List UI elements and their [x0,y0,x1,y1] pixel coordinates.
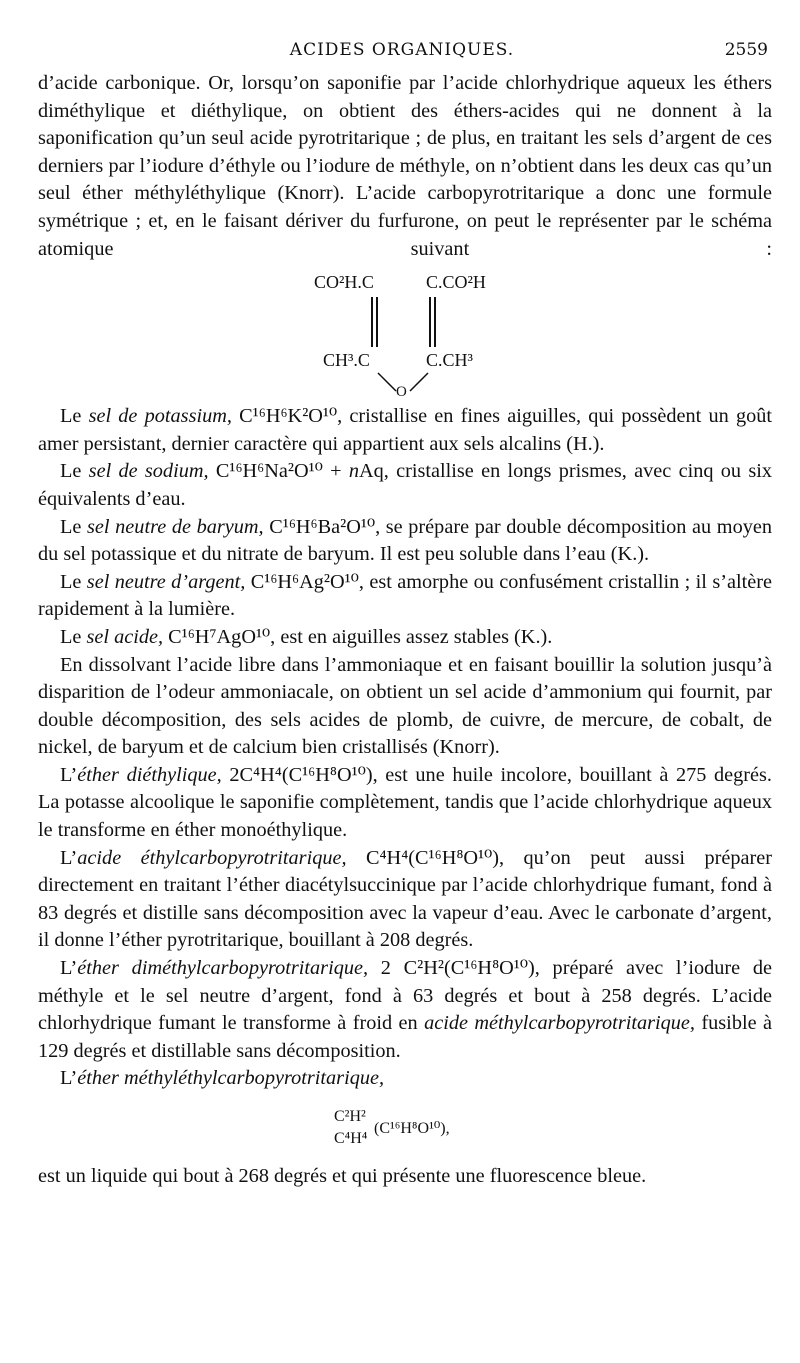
paragraph-sodium [38,458,772,513]
paragraph-ammonium: En dissolvant l’acide libre dans l’ammoniaque et en faisant bouillir la solution jusqu’à disparition de l’odeur ammoniacale, on obtient un sel acide d’ammonium qui fournit, par double décomposition, des sels acides de plomb, de cuivre, de mercure, de cobalt, de nickel, de baryum et de calcium bien cristallisés (Knorr). [38,653,772,759]
paragraph-text-2: fusible à 129 degrés et distillable sans décomposition. [38,1012,772,1062]
lead-text: Le [60,405,89,428]
chemical-formula: C¹⁶H⁶Ag²O¹⁰, [245,570,364,593]
formula-top-left: CO²H.C [314,272,374,293]
lead-text: Le [60,625,87,648]
running-header [36,40,768,66]
paragraph-final: est un liquide qui bout à 268 degrés et qui présente une fluorescence bleue. [38,1165,647,1187]
formula-bottom: C⁴H⁴ [334,1130,368,1147]
salt-name: sel de potassium, [88,405,232,428]
paragraph-argent [38,569,772,624]
lead-text: L’ [60,1067,78,1090]
chemical-formula: C⁴H⁴(C¹⁶H⁸O¹⁰), [346,846,505,869]
formula-top-right: C.CO²H [426,272,486,293]
chemical-formula: C¹⁶H⁶Na²O¹⁰ + [208,460,349,483]
lead-text: Le [60,570,87,593]
paragraph-text: se prépare par double décomposition au moyen du sel potassique et du nitrate de baryum. Il est peu soluble dans l’eau (K.). [38,515,772,566]
paragraph-acide-ethylcarbo [38,845,772,955]
paragraph-text: est une huile incolore, bouillant à 275 degrés. La potasse alcoolique le saponifie complètement, tandis que l’acide chlorhydrique aqueux le transforme en éther monoéthylique. [38,763,772,842]
lead-text: L’ [60,846,78,869]
lead-text: L’ [60,763,78,786]
salt-name: sel neutre d’argent, [86,570,246,593]
compound-name: éther diéthylique, [77,763,222,786]
paragraph-text: cristallise en fines aiguilles, qui possèdent un goût amer persistant, dernier caractère qui appartient aux sels alcalins (H.). [38,405,773,455]
salt-name: sel acide, [86,625,164,648]
formula-bottom-left: CH³.C [323,350,370,371]
running-title: ACIDES ORGANIQUES. [289,40,515,60]
compound-name: éther méthyléthylcarbopyrotritarique, [77,1067,385,1090]
structural-formula [38,263,772,403]
formula-oxygen: O [396,384,407,401]
paragraph-text: est amorphe ou confusément cristallin ; il s’altère rapidement à la lumière. [38,570,773,621]
lead-text: L’ [60,957,78,980]
formula-bottom-right: C.CH³ [426,350,473,371]
paragraph-ether-methylethyl [38,1065,772,1093]
compound-name: éther diméthylcarbopyrotritarique, [77,957,369,980]
formula-top: C²H² [334,1108,366,1125]
paragraph-sel-acide [38,624,772,652]
paragraph-text: Aq, cristallise en longs prismes, avec cinq ou six équivalents d’eau. [38,460,772,510]
salt-name: sel de sodium, [88,460,209,483]
paragraph-text: qu’on peut aussi préparer directement en traitant l’éther diacétylsuccinique par l’acide chlorhydrique fumant, fond à 83 degrés et distille sans décomposition avec la vapeur d’eau. Avec le carbonate d’argent, il donne l’éther pyrotritarique, bouillant à 208 degrés. [38,846,772,952]
compound-name: acide éthylcarbopyrotritarique, [77,846,347,869]
salt-name: sel neutre de baryum, [87,515,264,538]
aq-coefficient: n [348,460,359,483]
page-number: 2559 [724,40,768,60]
lead-text: Le [60,515,88,538]
paragraph-ether-diethylique [38,762,772,845]
text-body [38,70,772,1191]
paragraph-intro: d’acide carbonique. Or, lorsqu’on saponifie par l’acide chlorhydrique aqueux les éthers diméthylique et diéthylique, on obtient des éthers-acides qui ne donnent à la saponification qu’un seul acide pyrotritarique ; de plus, en traitant les sels d’argent de ces derniers par l’iodure d’éthyle ou l’iodure de méthyle, on n’obtient dans les deux cas qu’un seul éther méthyléthylique (Knorr). L’acide carbopyrotritarique a donc une formule symétrique ; et, en le faisant dériver du furfurone, on peut le représenter par le schéma atomique suivant : [38,72,772,260]
methylethyl-formula [38,1101,772,1153]
formula-right: (C¹⁶H⁸O¹⁰), [374,1120,450,1137]
chemical-formula: 2C⁴H⁴(C¹⁶H⁸O¹⁰), [221,763,378,786]
compound-name-2: acide méthylcarbopyrotritarique, [424,1012,695,1035]
lead-text: Le [60,460,89,483]
chemical-formula: 2 C²H²(C¹⁶H⁸O¹⁰), [368,957,540,980]
paragraph-potassium [38,403,772,458]
chemical-formula: C¹⁶H⁶Ba²O¹⁰, [263,515,381,538]
paragraph-text: préparé avec l’iodure de méthyle et le sel neutre d’argent, fond à 63 degrés et bout à 258 degrés. L’acide chlorhydrique fumant le transforme à froid en [38,957,772,1035]
chemical-formula: C¹⁶H⁷AgO¹⁰, [163,625,276,648]
paragraph-baryum [38,514,772,569]
paragraph-ether-dimethyl [38,955,772,1065]
chemical-formula: C¹⁶H⁶K²O¹⁰, [231,405,343,428]
paragraph-text: est en aiguilles assez stables (K.). [275,625,553,648]
